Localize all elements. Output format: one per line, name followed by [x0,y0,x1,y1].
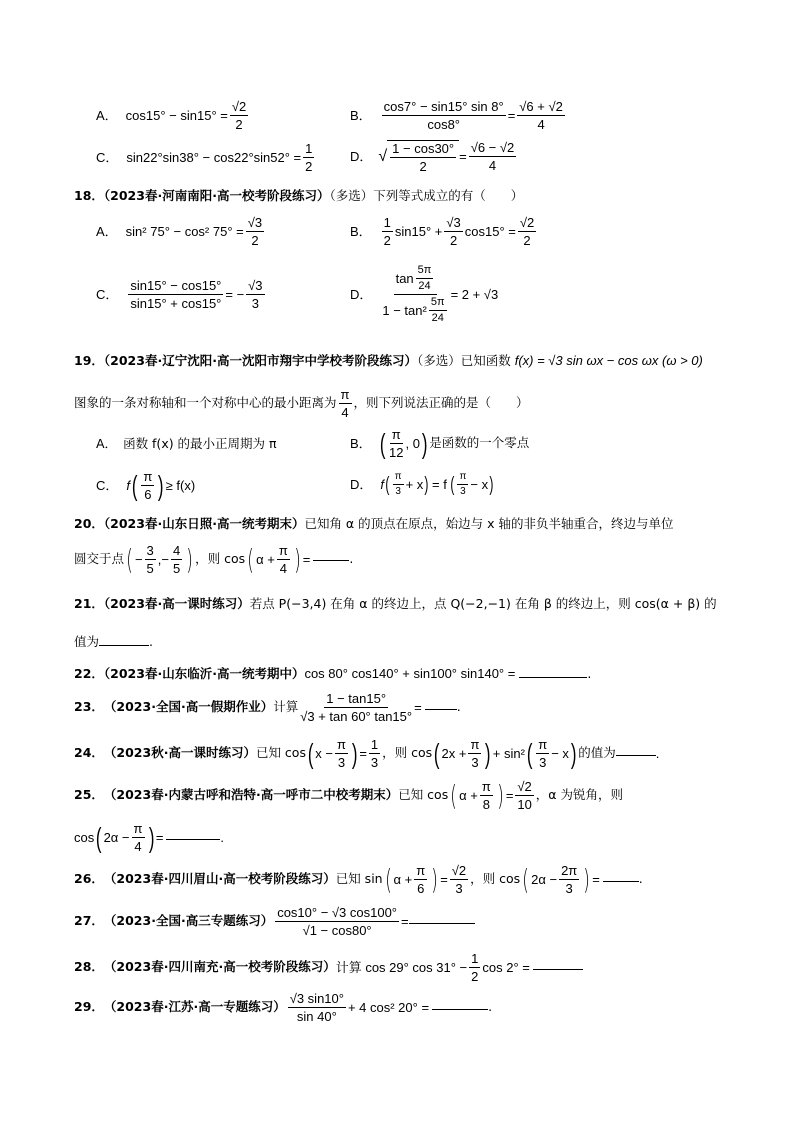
fraction [559,864,579,895]
fraction [277,544,290,575]
denominator: 6 [417,881,425,896]
question-number: 29． [74,999,104,1015]
denominator: 4 [279,561,287,576]
term: x − [315,746,334,761]
minus: − [134,552,143,567]
equals: = [414,700,422,715]
q19-option-a [96,438,277,451]
answer-blank[interactable] [616,754,656,756]
question-source: （2023春·高一课时练习） [103,596,250,611]
period: . [456,699,461,715]
question-21-line2 [74,636,153,649]
expression: 计算 cos 29° cos 31° − [335,960,468,975]
expression: cos 80° cos140° + sin100° sin140° = [304,666,516,681]
paren: ) [158,469,164,501]
paren: ( [131,469,138,501]
q18-option-b [350,216,538,247]
fraction [339,388,352,419]
denominator: 3 [370,755,379,770]
denominator: 3 [395,486,401,497]
question-26 [74,864,643,895]
question-text: 已知角 α 的顶点在原点，始边与 x 轴的非负半轴重合，终边与单位 [304,516,674,531]
numerator: π [416,863,426,878]
paren: ( [450,473,455,496]
paren: ) [583,862,591,896]
question-28 [74,952,583,983]
question-18-stem [74,190,523,203]
paren: ) [497,778,504,812]
answer-blank[interactable] [519,676,587,678]
question-19-line2 [74,388,529,419]
fraction [171,544,182,575]
fraction [469,952,480,983]
equals: = [440,872,448,887]
fraction [480,780,493,811]
fraction [335,738,348,769]
paren: ) [570,737,577,769]
option-text: 是函数的一个零点 [429,435,530,451]
fraction [288,992,346,1023]
answer-blank[interactable] [313,559,349,561]
question-number: 21． [74,596,104,611]
term: cos15° = [464,224,516,239]
equals: = [592,872,600,887]
numerator: π [340,387,350,402]
comma: , [157,552,162,567]
numerator: 1 [471,951,479,966]
denominator: 2 [471,969,479,984]
numerator: √2 [517,779,532,794]
question-text: 值为 [74,634,100,649]
question-text: （多选）下列等式成立的有（ ） [329,188,524,203]
q18-option-d [350,265,498,324]
expression: cos15° − sin15° = [125,108,228,123]
f: f [380,477,385,492]
equals: = [401,914,409,929]
numerator: π [481,779,491,794]
question-21-line1 [74,598,717,611]
paren: ) [431,862,438,896]
denominator: 24 [418,280,431,292]
option-label: D． [350,477,373,492]
paren: ) [489,473,494,496]
fraction [382,216,393,247]
question-text: 图象的一条对称轴和一个对称中心的最小距离为 [74,395,337,411]
option-label: C． [96,478,119,493]
paren: ( [126,542,133,576]
paren: ( [379,427,386,459]
option-label: B． [350,436,372,451]
fraction [444,216,462,247]
fraction [469,141,517,172]
option-label: B． [350,224,372,239]
paren: ) [421,427,428,459]
paren: ) [424,473,429,496]
fraction [515,780,533,811]
fraction [382,100,506,131]
answer-blank[interactable] [533,968,583,970]
term: α + [256,552,275,567]
denominator: 3 [337,755,346,770]
paren: ( [307,737,314,769]
fraction [300,692,412,723]
numerator: 5π [416,265,434,279]
fraction [457,472,468,497]
denominator: √1 − cos80° [302,923,372,938]
paren: ( [384,862,392,896]
numerator: √3 [247,215,263,230]
answer-blank[interactable] [409,922,475,924]
answer-blank[interactable] [166,838,220,840]
fraction [393,472,404,497]
equals: = [359,746,367,761]
question-source: （2023春·河南南阳·高一校考阶段练习） [103,188,330,203]
question-number: 20． [74,516,104,531]
denominator: 4 [488,158,497,173]
fraction [145,544,156,575]
answer-blank[interactable] [603,880,639,882]
question-27 [74,906,475,937]
period: . [587,666,592,681]
question-25-line1 [74,780,623,811]
period: . [638,871,643,887]
term: α + [393,872,413,887]
numerator: π [143,469,153,484]
question-text: ，则下列说法正确的是（ ） [353,395,529,411]
question-text: （多选）已知函数 [416,353,511,368]
numerator: 3 [146,543,154,558]
answer-blank[interactable] [432,1008,488,1010]
denominator: 10 [517,797,532,812]
denominator: 3 [251,296,259,311]
question-text: 若点 P(−3,4) 在角 α 的终边上，点 Q(−2,−1) 在角 β 的终边上，则 cos(α + β) 的 [249,596,717,611]
denominator [382,295,448,324]
f: f [126,478,131,493]
term: + x [405,477,424,492]
denominator: 3 [565,881,573,896]
numerator: 1 [370,737,379,752]
denominator: 2 [383,233,391,248]
question-text: 已知 cos [398,787,449,803]
fraction [246,279,264,310]
question-text: ，则 cos [195,551,246,567]
question-text: ，α 为锐角，则 [535,787,623,803]
denominator: 4 [134,839,142,854]
period: . [349,551,354,567]
question-20-line1 [74,518,674,531]
question-source: （2023春·山东临沂·高一统考期中） [103,666,305,681]
question-number: 25． [74,787,104,803]
question-number: 22． [74,666,104,681]
question-source: （2023·全国·高三专题练习） [103,913,274,929]
fraction [389,428,403,459]
question-source: （2023春·内蒙古呼和浩特·高一呼市二中校考期末） [103,787,399,803]
numerator: 1 [383,215,391,230]
term: 2α − [531,872,558,887]
question-text: 圆交于点 [74,551,125,567]
fraction [468,738,481,769]
question-29 [74,992,492,1023]
question-text: ，则 cos [470,871,521,887]
q17-option-a [96,100,250,131]
numerator: 1 [305,141,313,156]
term: sin15° + [394,224,443,239]
expression: + 4 cos² 20° = [347,1000,430,1015]
denominator: 24 [431,312,444,324]
numerator: π [337,737,346,752]
denominator: 3 [539,755,547,770]
answer-blank[interactable] [425,708,457,710]
denominator: sin 40° [296,1009,337,1024]
option-text: 函数 f(x) 的最小正周期为 π [123,436,277,451]
fraction [382,265,448,324]
fraction [303,142,314,173]
numerator: π [470,737,480,752]
numerator: 1 − tan15° [326,691,387,706]
question-source: （2023春·四川南充·高一校考阶段练习） [103,959,336,975]
denominator: √3 + tan 60° tan15° [300,709,413,724]
fraction [390,142,456,173]
question-number: 19． [74,353,104,368]
fraction [536,738,549,769]
paren: ( [96,821,102,853]
option-label: D． [350,149,373,164]
option-label: A． [96,436,118,451]
fraction [141,470,154,501]
equals-minus: = − [225,287,245,302]
numerator: √2 [451,863,467,878]
paren: ( [434,737,440,769]
numerator: π [538,737,548,752]
equals: = [505,788,514,803]
numerator [394,265,438,295]
denominator: 2 [235,117,243,132]
numerator: π [278,543,288,558]
numerator: √3 sin10° [289,991,344,1006]
minus: − [161,552,169,567]
fraction [369,738,380,769]
question-text: 已知 sin [335,871,383,887]
term: , 0 [405,436,420,451]
term: + sin² [492,746,525,761]
fraction [128,279,223,310]
denominator: 3 [471,755,479,770]
question-24 [74,738,659,769]
question-source: （2023·全国·高一假期作业） [103,699,274,715]
paren: ) [294,542,301,576]
question-number: 18． [74,188,104,203]
paren: ( [247,542,254,576]
numerator: 2π [561,863,578,878]
fraction [429,297,447,324]
fraction [518,216,536,247]
option-label: A． [96,224,118,239]
term: cos [74,830,95,845]
denominator: 12 [389,445,404,460]
q17-option-b [350,100,567,131]
option-label: C． [96,150,119,165]
denominator: 3 [455,881,463,896]
question-source: （2023春·江苏·高一专题练习） [103,999,286,1015]
period: . [220,830,225,845]
numerator: π [393,472,404,485]
question-22 [74,667,591,681]
numerator: 4 [173,543,181,558]
q19-option-d [350,472,495,497]
q19-option-b [350,428,529,459]
question-20-line2 [74,544,353,575]
option-label: A． [96,108,118,123]
option-label: C． [96,287,119,302]
paren: ) [351,737,358,769]
expression: sin22°sin38° − cos22°sin52° = [126,150,302,165]
fraction [517,100,565,131]
fraction [416,265,434,292]
numerator: √2 [231,99,247,114]
term: − x [470,477,489,492]
q17-option-d [350,140,518,173]
expression: sin² 75° − cos² 75° = [125,224,244,239]
option-label: B． [350,108,372,123]
denominator: sin15° + cos15° [130,296,222,311]
question-text: 已知 cos [255,745,306,761]
question-number: 23． [74,699,104,715]
numerator: √3 [248,278,263,293]
question-text: ，则 cos [382,745,433,761]
denominator: 3 [460,486,466,497]
term: ≥ f(x) [165,478,196,493]
fraction [230,100,248,131]
term: α + [459,788,478,803]
denominator: 2 [449,233,458,248]
denominator: 5 [173,561,181,576]
denominator: 4 [537,117,545,132]
fraction [246,216,264,247]
term: = f [431,477,447,492]
function-expression: f(x) = √3 sin ωx − cos ωx (ω > 0) [514,353,703,368]
numerator: 5π [429,297,447,311]
question-number: 28． [74,959,104,975]
option-label: D． [350,287,373,302]
term: 1 − tan² [382,303,427,318]
denominator: 8 [482,797,490,812]
fraction [450,864,468,895]
denominator: 2 [251,233,259,248]
numerator: π [391,427,401,442]
denominator: 6 [144,487,152,502]
question-source: （2023春·四川眉山·高一校考阶段练习） [103,871,336,887]
q18-option-a [96,216,266,247]
fraction [132,822,145,853]
numerator: cos10° − √3 cos100° [277,905,398,920]
numerator: cos7° − sin15° sin 8° [383,99,504,114]
numerator: √2 [519,215,535,230]
fraction [414,864,427,895]
question-text: 计算 [273,699,299,715]
denominator: 4 [341,405,349,420]
equals: = [507,108,516,123]
term: 2x + [441,746,467,761]
numerator: √3 [446,215,461,230]
question-source: （2023秋·高一课时练习） [103,745,256,761]
question-number: 24． [74,745,104,761]
tan: tan [395,271,414,286]
q19-option-c [96,470,195,501]
question-23 [74,692,461,723]
sqrt-sign: √ [378,147,388,165]
paren: ( [526,737,533,769]
question-25-line2 [74,822,224,853]
numerator: π [133,821,143,836]
numerator: sin15° − cos15° [130,278,222,293]
question-source: （2023春·辽宁沈阳·高一沈阳市翔宇中学校考阶段练习） [103,353,417,368]
paren: ( [450,778,457,812]
question-number: 26． [74,871,104,887]
paren: ( [522,862,529,896]
denominator: 5 [146,561,154,576]
term: − x [551,746,569,761]
q18-option-c [96,279,267,310]
paren: ) [148,821,154,853]
radicand [387,140,459,173]
numerator: 1 − cos30° [392,141,455,156]
paren: ) [485,737,491,769]
paren: ( [385,473,390,496]
question-text: 的值为 [578,745,616,761]
numerator: π [457,472,468,485]
equals: = [155,830,164,845]
q17-option-c [96,142,316,173]
paren: ) [186,542,193,576]
rhs: = 2 + √3 [450,287,499,302]
question-number: 27． [74,913,104,929]
term: 2α − [103,830,130,845]
denominator: 2 [419,159,427,174]
question-source: （2023春·山东日照·高一统考期末） [103,516,305,531]
equals: = [459,149,467,164]
numerator: √6 + √2 [519,99,563,114]
denominator: 2 [305,159,313,174]
expression: cos 2° = [482,960,530,975]
denominator: cos8° [427,117,461,132]
equals: = [302,552,311,567]
denominator: 2 [523,233,531,248]
answer-blank[interactable] [99,644,149,646]
period: . [488,999,493,1015]
question-19-line1 [74,354,703,368]
period: . [655,746,660,761]
fraction [275,906,399,937]
numerator: √6 − √2 [470,140,515,155]
period: . [149,634,153,649]
